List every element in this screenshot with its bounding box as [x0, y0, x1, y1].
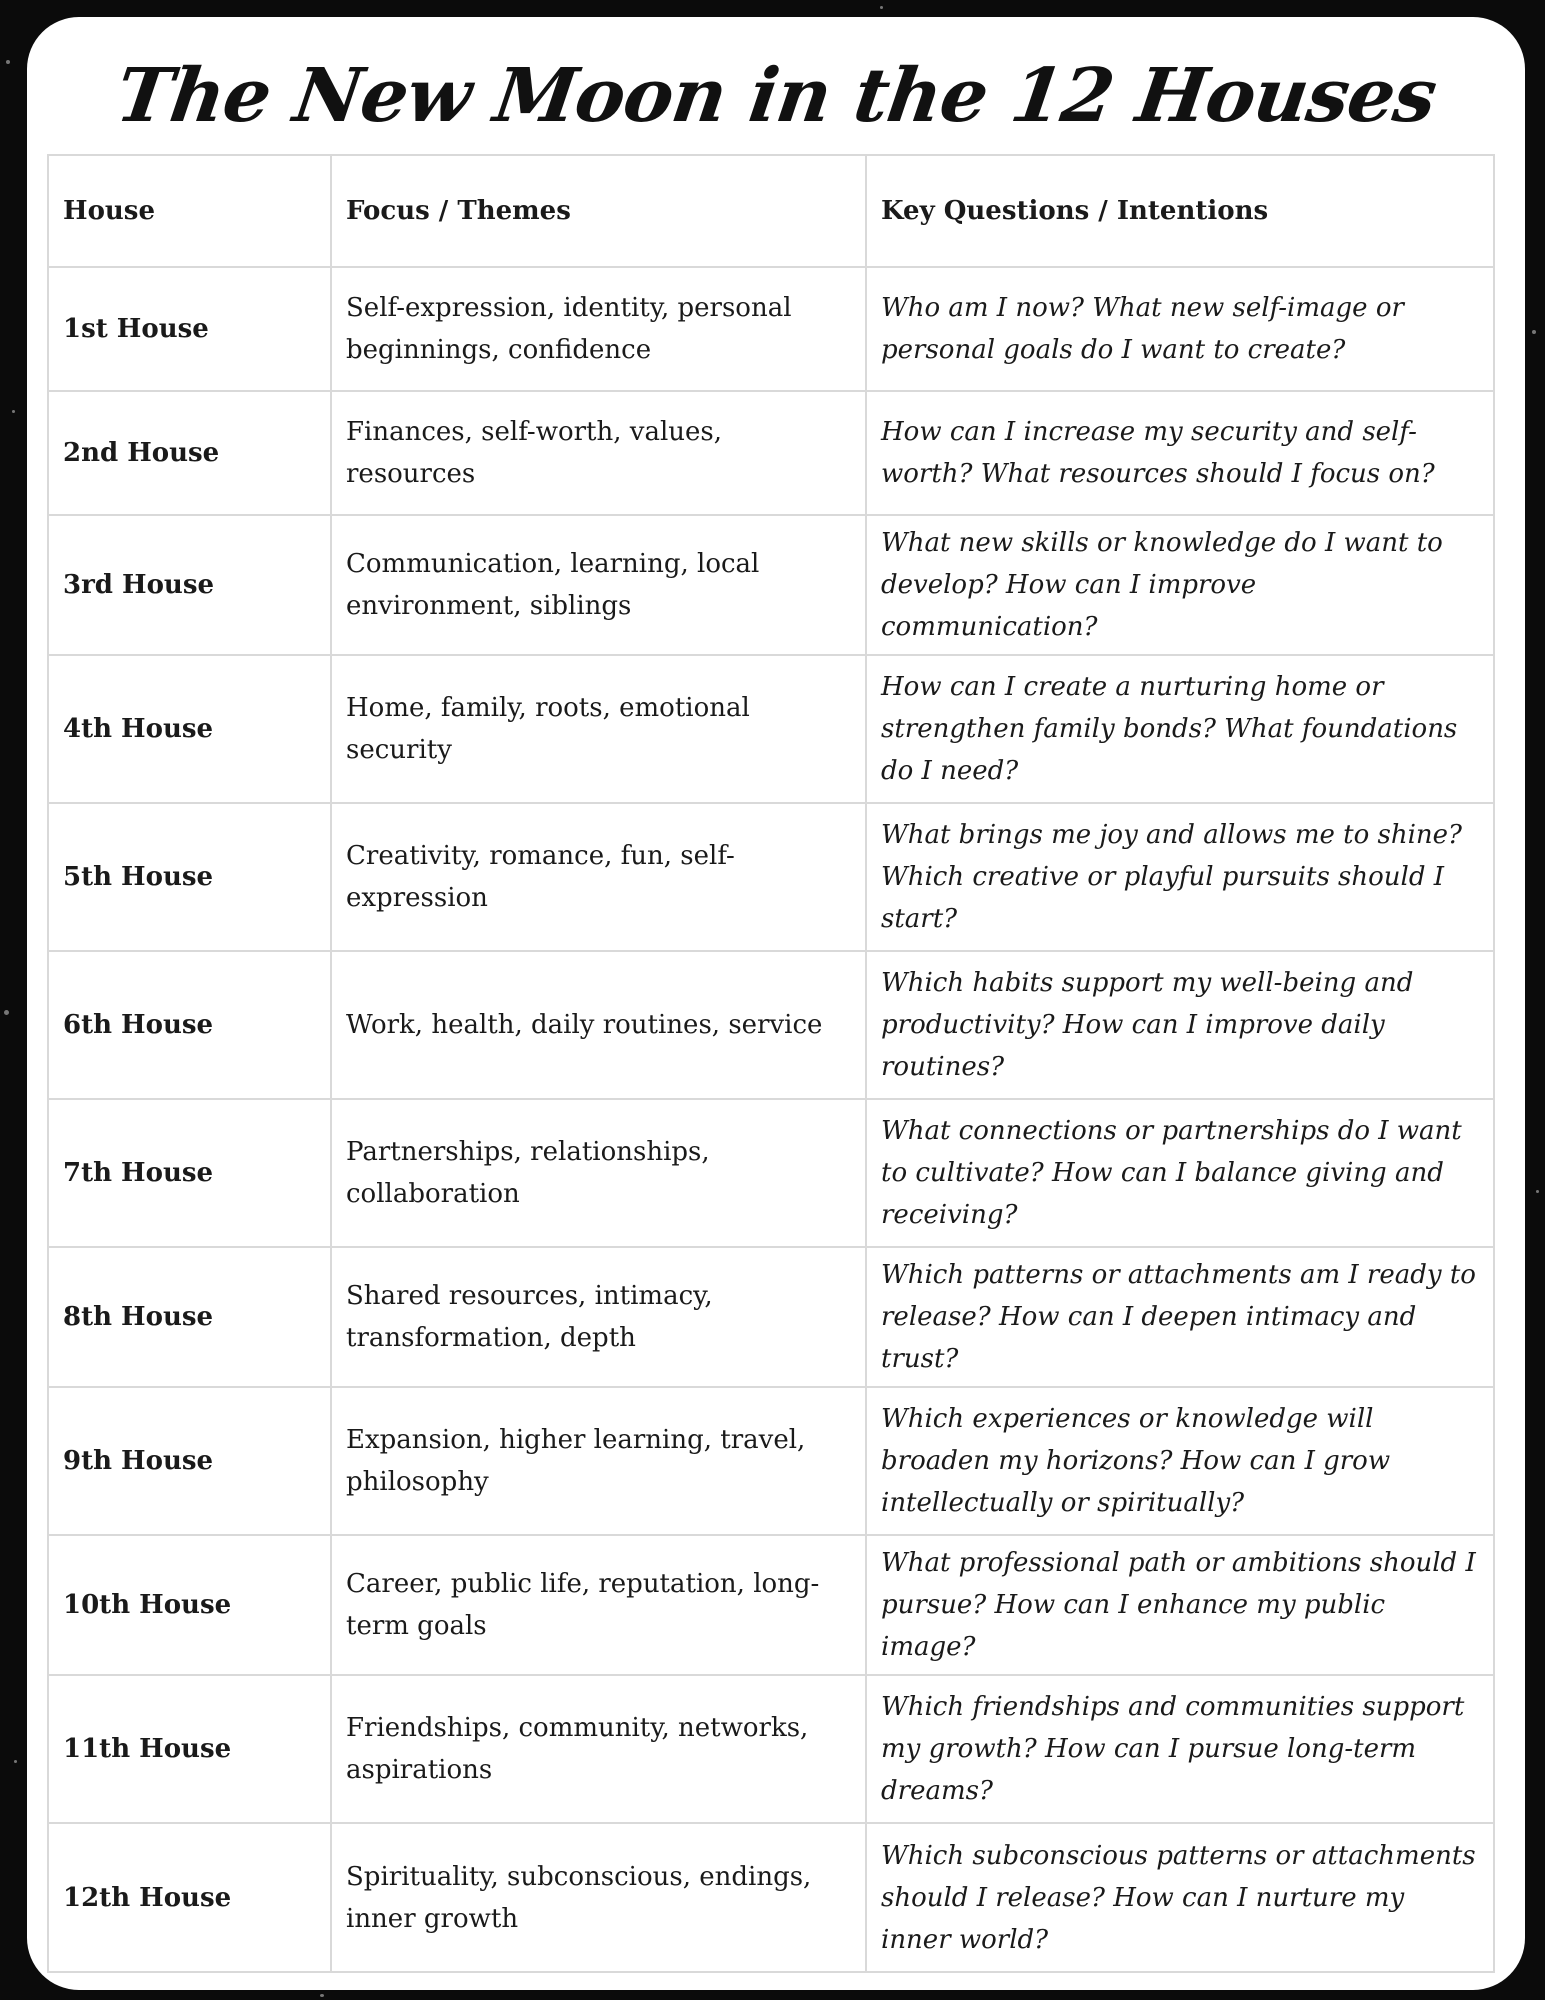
questions-cell: Which friendships and communities support my growth? How can I pursue long-term dreams? [866, 1675, 1494, 1823]
focus-cell: Friendships, community, networks, aspirations [331, 1675, 866, 1823]
house-cell: 6th House [48, 951, 331, 1099]
house-cell: 1st House [48, 267, 331, 391]
table-row [48, 951, 1494, 1099]
houses-table [47, 154, 1495, 1973]
table-row [48, 267, 1494, 391]
questions-cell: What connections or partnerships do I want to cultivate? How can I balance giving and receiving? [866, 1099, 1494, 1247]
focus-cell: Communication, learning, local environment, siblings [331, 515, 866, 655]
focus-cell: Spirituality, subconscious, endings, inner growth [331, 1823, 866, 1972]
house-cell: 12th House [48, 1823, 331, 1972]
table-row [48, 803, 1494, 951]
questions-cell: Which experiences or knowledge will broaden my horizons? How can I grow intellectually or spiritually? [866, 1387, 1494, 1535]
focus-cell: Work, health, daily routines, service [331, 951, 866, 1099]
house-cell: 4th House [48, 655, 331, 803]
table-row [48, 1535, 1494, 1675]
table-row [48, 391, 1494, 515]
house-cell: 9th House [48, 1387, 331, 1535]
house-cell: 7th House [48, 1099, 331, 1247]
house-cell: 8th House [48, 1247, 331, 1387]
table-row [48, 1099, 1494, 1247]
worksheet-card [27, 17, 1525, 1990]
house-cell: 10th House [48, 1535, 331, 1675]
table-row [48, 1675, 1494, 1823]
header-house: House [48, 155, 331, 267]
focus-cell: Career, public life, reputation, long-term goals [331, 1535, 866, 1675]
house-cell: 2nd House [48, 391, 331, 515]
questions-cell: What professional path or ambitions should I pursue? How can I enhance my public image? [866, 1535, 1494, 1675]
focus-cell: Finances, self-worth, values, resources [331, 391, 866, 515]
questions-cell: Who am I now? What new self-image or personal goals do I want to create? [866, 267, 1494, 391]
table-row [48, 1247, 1494, 1387]
table-row [48, 1823, 1494, 1972]
questions-cell: How can I increase my security and self-worth? What resources should I focus on? [866, 391, 1494, 515]
table-header-row [48, 155, 1494, 267]
page-title: The New Moon in the 12 Houses [111, 53, 1441, 139]
house-cell: 3rd House [48, 515, 331, 655]
focus-cell: Shared resources, intimacy, transformation, depth [331, 1247, 866, 1387]
questions-cell: What brings me joy and allows me to shine? Which creative or playful pursuits should I start? [866, 803, 1494, 951]
header-focus: Focus / Themes [331, 155, 866, 267]
house-cell: 5th House [48, 803, 331, 951]
focus-cell: Home, family, roots, emotional security [331, 655, 866, 803]
table-row [48, 655, 1494, 803]
questions-cell: Which habits support my well-being and productivity? How can I improve daily routines? [866, 951, 1494, 1099]
questions-cell: Which patterns or attachments am I ready to release? How can I deepen intimacy and trust? [866, 1247, 1494, 1387]
questions-cell: How can I create a nurturing home or strengthen family bonds? What foundations do I need? [866, 655, 1494, 803]
focus-cell: Creativity, romance, fun, self-expression [331, 803, 866, 951]
header-questions: Key Questions / Intentions [866, 155, 1494, 267]
focus-cell: Self-expression, identity, personal beginnings, confidence [331, 267, 866, 391]
focus-cell: Expansion, higher learning, travel, philosophy [331, 1387, 866, 1535]
house-cell: 11th House [48, 1675, 331, 1823]
table-row [48, 515, 1494, 655]
questions-cell: What new skills or knowledge do I want to develop? How can I improve communication? [866, 515, 1494, 655]
table-row [48, 1387, 1494, 1535]
focus-cell: Partnerships, relationships, collaboration [331, 1099, 866, 1247]
questions-cell: Which subconscious patterns or attachments should I release? How can I nurture my inner world? [866, 1823, 1494, 1972]
